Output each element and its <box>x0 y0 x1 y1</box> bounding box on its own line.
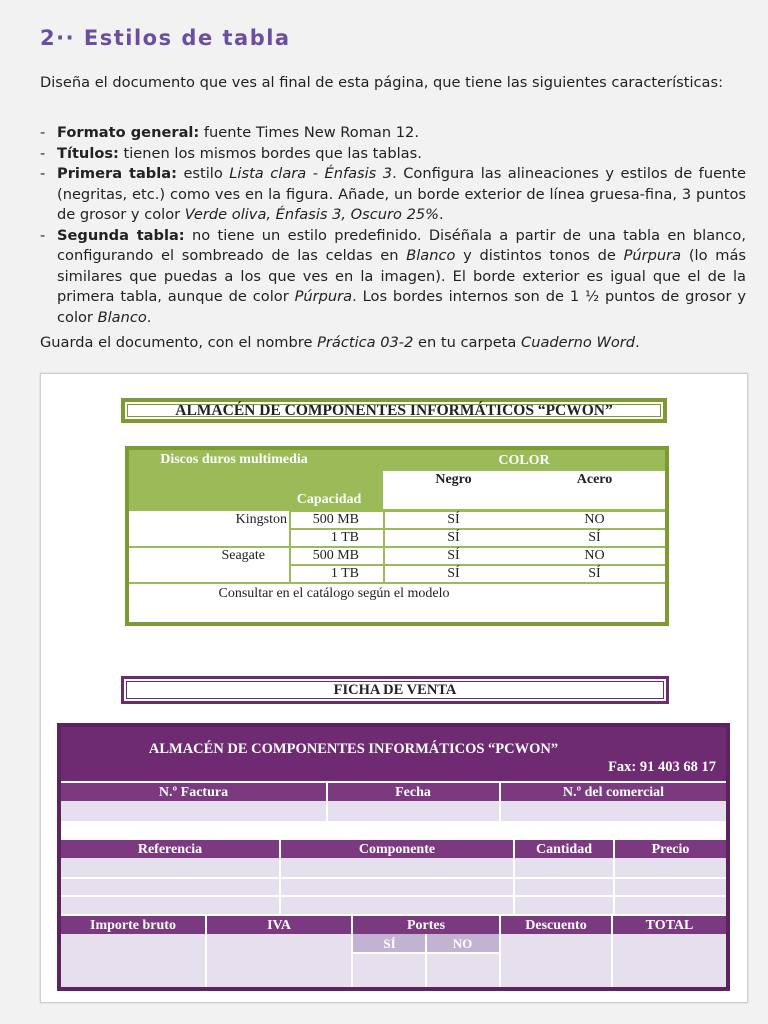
section-title: Estilos de tabla <box>83 26 291 50</box>
green-table: Discos duros multimedia Capacidad COLOR Negro Acero Kingston 500 MB SÍ NO 1 TB SÍ SÍ Seagate 500 MB SÍ NO 1 TB SÍ SÍ Consultar en el catálogo según el modelo <box>125 446 669 626</box>
example-figure <box>40 373 748 1003</box>
save-instruction: Guarda el documento, con el nombre Práctica 03-2 en tu carpeta Cuaderno Word. <box>40 334 640 351</box>
list-item: - Títulos: tienen los mismos bordes que las tablas. <box>40 144 422 162</box>
figure-title-1: ALMACÉN DE COMPONENTES INFORMÁTICOS “PCWON” <box>121 398 667 423</box>
purple-table-header: ALMACÉN DE COMPONENTES INFORMÁTICOS “PCWON” <box>148 741 559 757</box>
corner-header: Discos duros multimedia <box>160 452 308 467</box>
intro-paragraph: Diseña el documento que ves al final de esta página, que tiene las siguientes características: <box>40 74 723 91</box>
table-footer-note: Consultar en el catálogo según el modelo <box>218 586 450 601</box>
capacity-header: Capacidad <box>296 492 362 507</box>
list-item: - Segunda tabla: no tiene un estilo predefinido. Diséñala a partir de una tabla en blanco, configurando el sombreado de las celdas en Blanco y distintos tonos de Púrpura (lo más similares que puedas a los que ves en la imagen). El borde exterior es igual que el de la primera tabla, aunque de color Púrpura. Los bordes internos son de 1 ½ puntos de grosor y color Blanco. <box>40 226 747 326</box>
list-item: - Formato general: fuente Times New Roman 12. <box>40 124 419 141</box>
purple-table: ALMACÉN DE COMPONENTES INFORMÁTICOS “PCWON” Fax: 91 403 68 17 N.º Factura Fecha N.º del comercial Referencia Componente Cantidad Precio Importe bruto IVA Portes Descuento TOTAL SÍ NO <box>57 723 730 991</box>
table-row-brand: Seagate <box>221 548 265 563</box>
fax-number: Fax: 91 403 68 17 <box>608 759 716 775</box>
col-acero: Acero <box>576 472 613 487</box>
figure-title-2: FICHA DE VENTA <box>121 676 669 704</box>
portes-no: NO <box>452 936 473 951</box>
section-number: 2·· <box>40 26 76 50</box>
section-heading <box>40 26 291 50</box>
color-header: COLOR <box>498 453 550 468</box>
portes-si: SÍ <box>383 936 396 951</box>
feature-list <box>40 123 746 328</box>
list-item: - Primera tabla: estilo Lista clara - Énfasis 3. Configura las alineaciones y estilos de fuente (negritas, etc.) como ves en la figura. Añade, un borde exterior de línea gruesa-fina, 3 puntos de grosor y color Verde oliva, Énfasis 3, Oscuro 25%. <box>40 165 746 223</box>
table-row-brand: Kingston <box>235 512 287 527</box>
col-negro: Negro <box>435 472 472 487</box>
